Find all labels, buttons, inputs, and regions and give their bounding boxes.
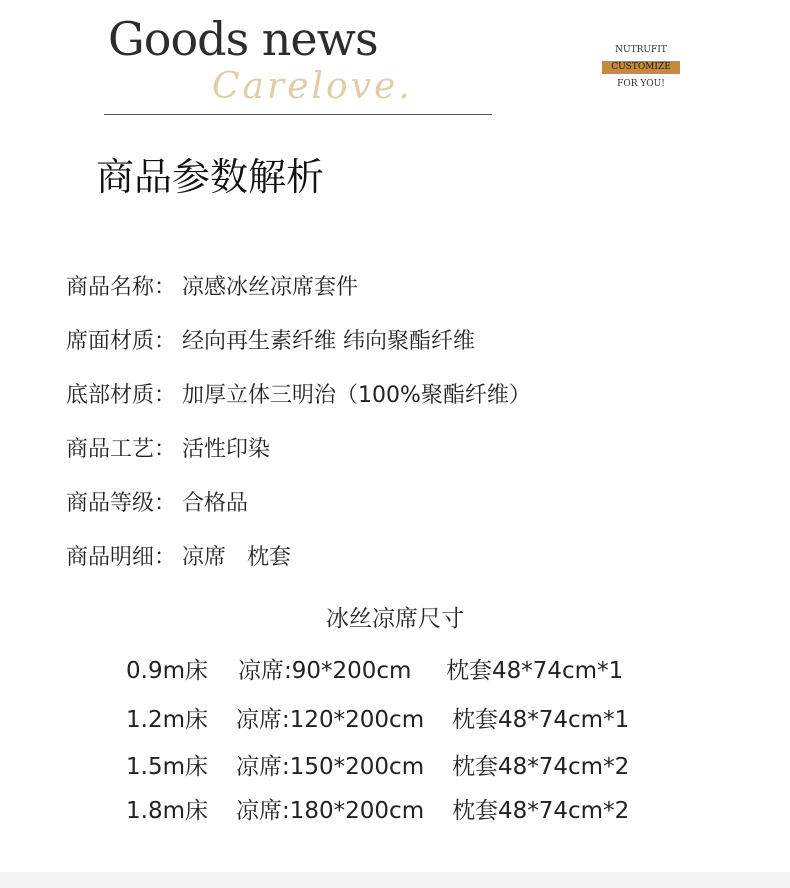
spec-label: 商品名称：	[66, 275, 177, 300]
size-pillow: 枕套48*74cm*1	[446, 658, 624, 684]
tagline-badge: CUSTOMIZE	[602, 61, 680, 74]
spec-row-grade	[66, 486, 248, 517]
spec-value: 凉席 枕套	[182, 545, 291, 570]
spec-value: 凉感冰丝凉席套件	[182, 275, 359, 300]
size-mat: 凉席:90*200cm	[238, 658, 412, 684]
size-mat: 凉席:120*200cm	[236, 707, 425, 733]
size-pillow: 枕套48*74cm*1	[452, 707, 630, 733]
bottom-divider	[0, 872, 790, 888]
spec-value: 经向再生素纤维 纬向聚酯纤维	[182, 329, 476, 354]
size-mat: 凉席:180*200cm	[236, 798, 425, 824]
spec-label: 底部材质：	[66, 383, 177, 408]
size-bed: 1.8m床	[126, 798, 208, 824]
brand-script-logo: Carelove.	[212, 66, 413, 107]
spec-value: 活性印染	[182, 437, 271, 462]
tagline-line-1: NUTRUFIT	[615, 45, 667, 55]
size-bed: 1.2m床	[126, 707, 208, 733]
spec-row-name	[66, 270, 358, 301]
spec-row-bottom-material	[66, 378, 531, 409]
size-pillow: 枕套48*74cm*2	[452, 754, 630, 780]
spec-label: 商品等级：	[66, 491, 177, 516]
section-title: 商品参数解析	[96, 155, 325, 199]
spec-label: 商品工艺：	[66, 437, 177, 462]
spec-row-craft	[66, 432, 270, 463]
brand-title: Goods news	[108, 12, 378, 66]
spec-label: 席面材质：	[66, 329, 177, 354]
spec-label: 商品明细：	[66, 545, 177, 570]
tagline-block	[602, 44, 680, 95]
size-mat: 凉席:150*200cm	[236, 754, 425, 780]
header-divider	[104, 114, 492, 115]
spec-value: 合格品	[182, 491, 249, 516]
spec-value: 加厚立体三明治（100%聚酯纤维）	[182, 383, 531, 408]
size-pillow: 枕套48*74cm*2	[452, 798, 630, 824]
spec-row-contents	[66, 540, 291, 571]
spec-row-surface-material	[66, 324, 475, 355]
tagline-line-3: FOR YOU!	[617, 79, 665, 89]
size-table-title: 冰丝凉席尺寸	[326, 606, 464, 632]
size-bed: 0.9m床	[126, 658, 208, 684]
size-bed: 1.5m床	[126, 754, 208, 780]
